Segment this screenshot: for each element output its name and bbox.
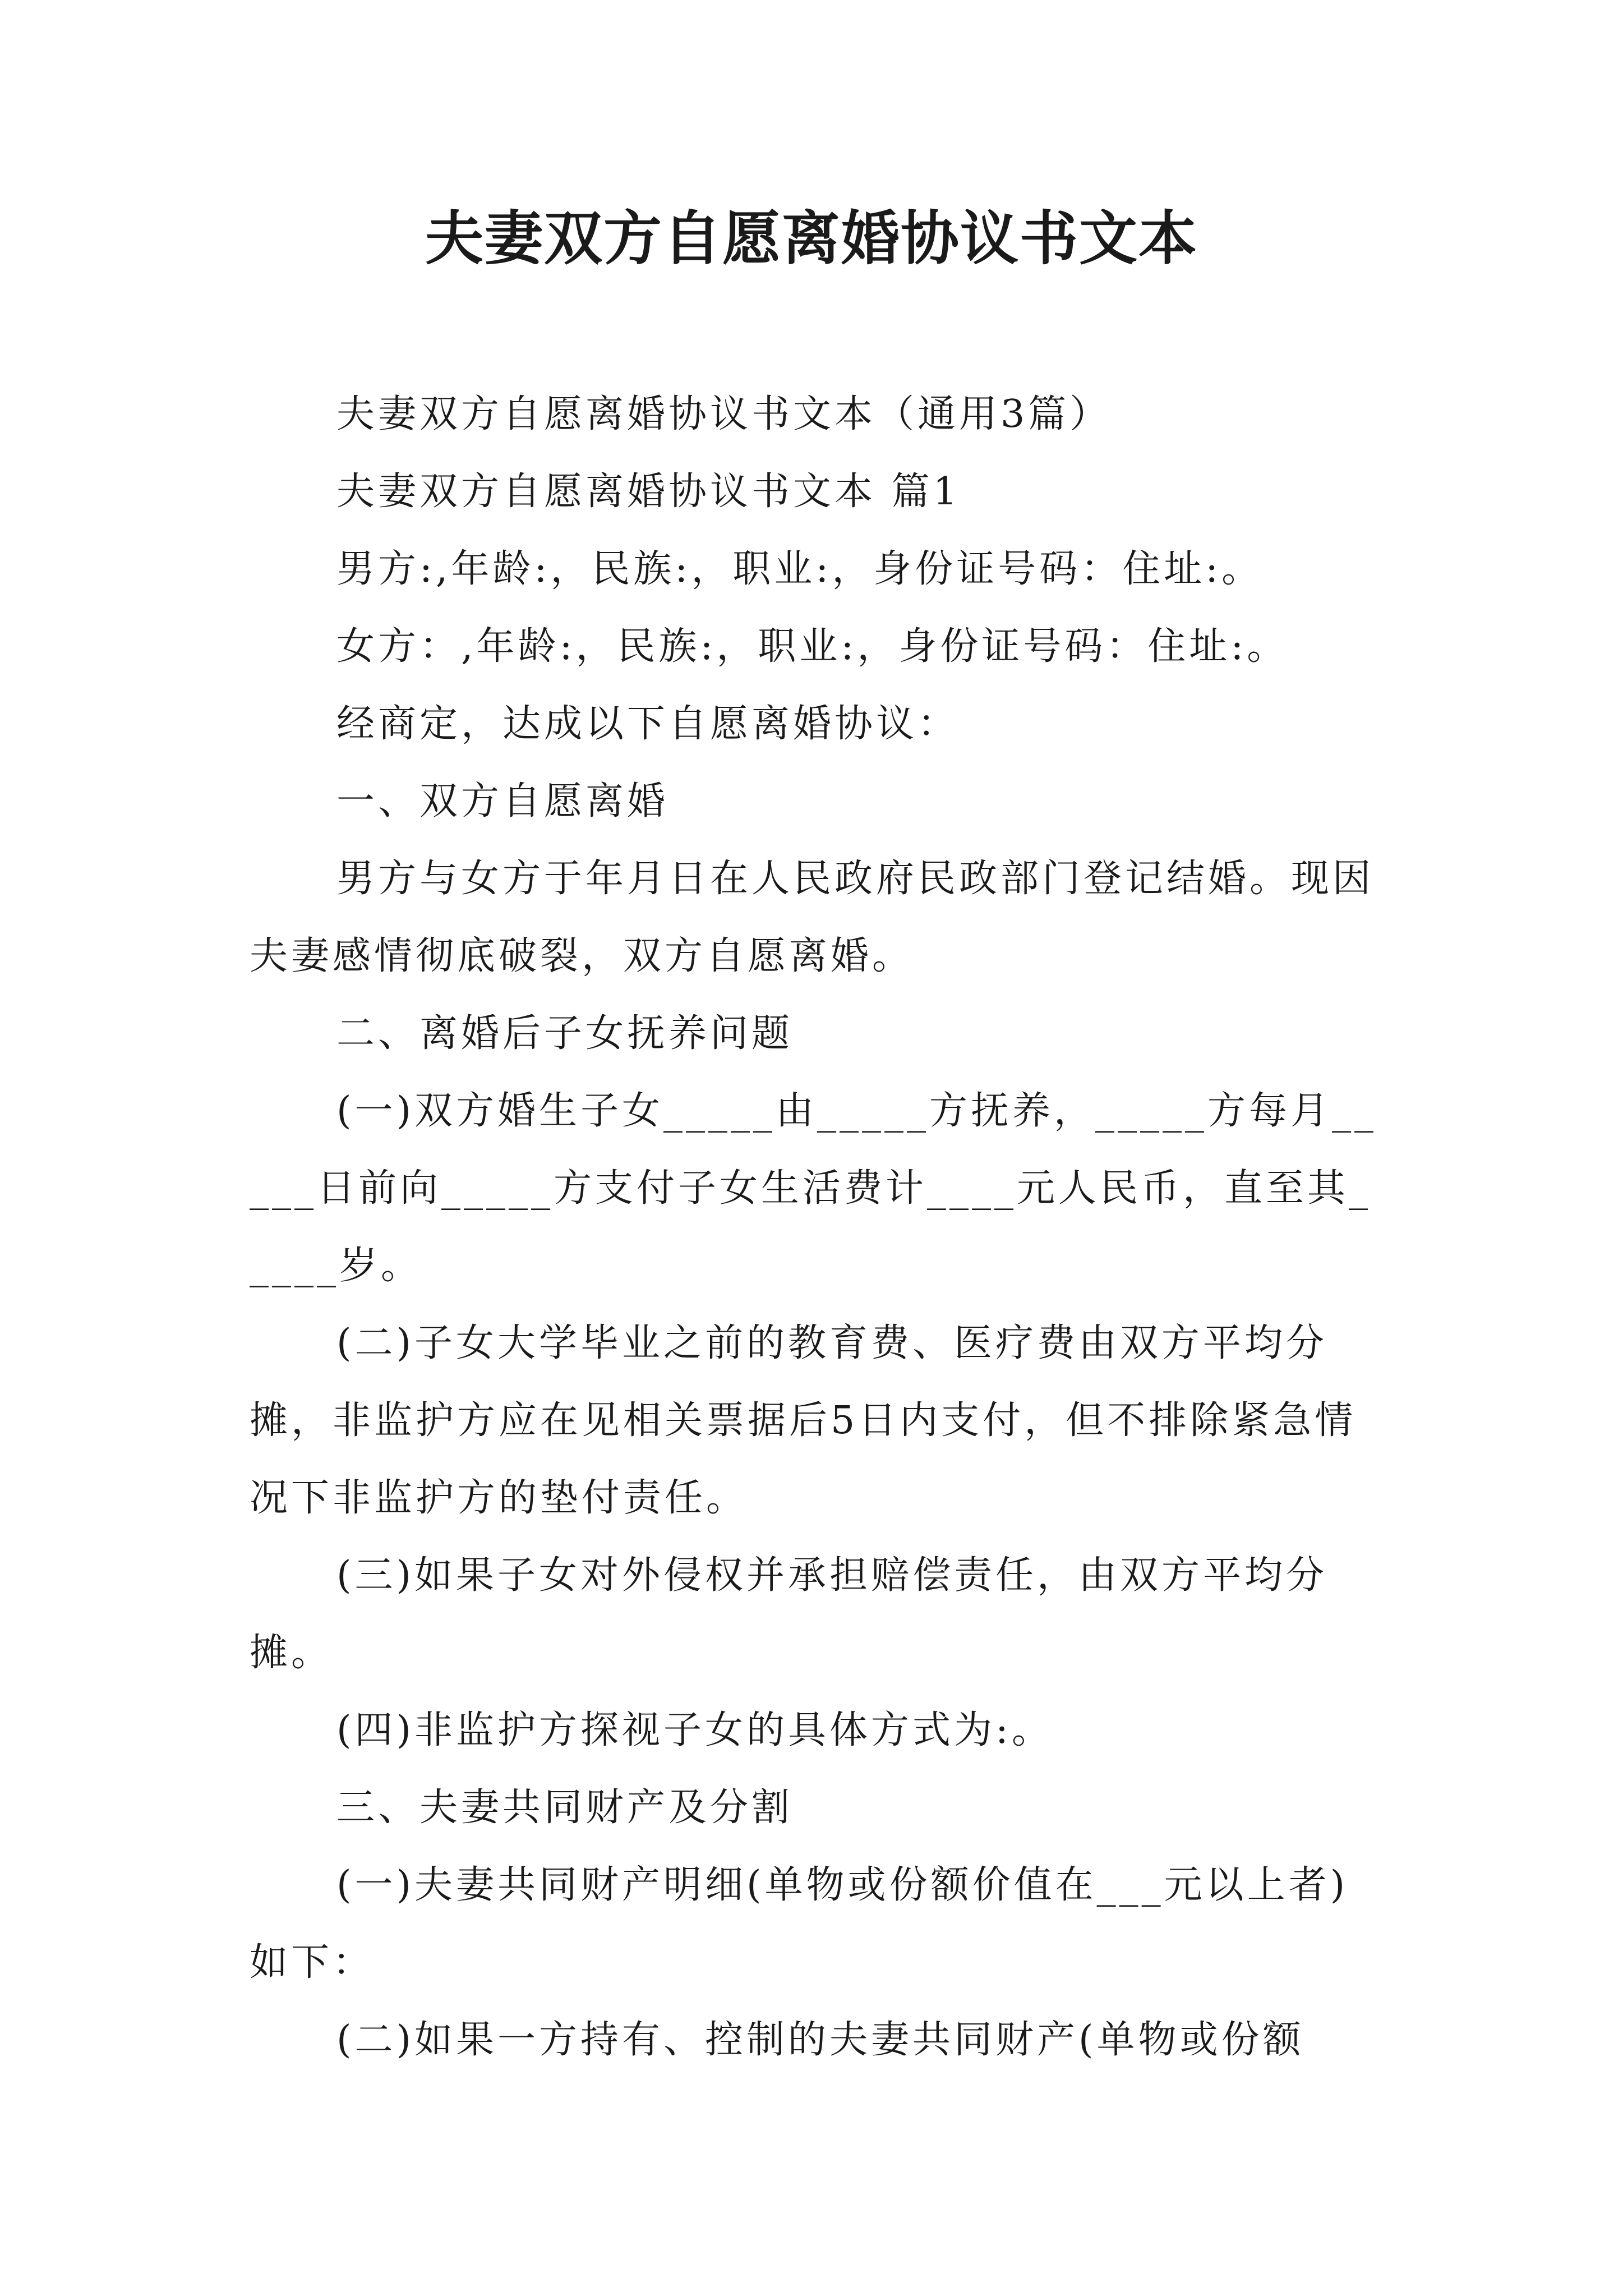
- paragraph-marriage-registration: 男方与女方于年月日在人民政府民政部门登记结婚。现因夫妻感情彻底破裂，双方自愿离婚。: [250, 857, 1375, 978]
- paragraph-joint-property-list: (一)夫妻共同财产明细(单物或份额价值在___元以上者)如下：: [250, 1863, 1349, 1985]
- paragraph-child-custody: (一)双方婚生子女_____由_____方抚养，_____方每月_____日前向_____方支付子女生活费计____元人民币，直至其_____岁。: [250, 1089, 1377, 1288]
- section-heading-1: 一、双方自愿离婚: [336, 779, 669, 823]
- paragraph-subtitle: 夫妻双方自愿离婚协议书文本（通用3篇）: [336, 392, 1112, 436]
- paragraph-female-party-info: 女方：,年龄:，民族:，职业:，身份证号码：住址:。: [336, 624, 1289, 669]
- document-title: 夫妻双方自愿离婚协议书文本: [425, 204, 1198, 273]
- section-heading-3: 三、夫妻共同财产及分割: [336, 1786, 794, 1830]
- paragraph-child-liability: (三)如果子女对外侵权并承担赔偿责任，由双方平均分摊。: [250, 1553, 1328, 1675]
- paragraph-agreement-intro: 经商定，达成以下自愿离婚协议：: [336, 702, 960, 746]
- paragraph-visitation: (四)非监护方探视子女的具体方式为:。: [336, 1708, 1053, 1752]
- paragraph-joint-property-control: (二)如果一方持有、控制的夫妻共同财产(单物或份额: [336, 2018, 1304, 2062]
- paragraph-chapter-heading: 夫妻双方自愿离婚协议书文本 篇1: [336, 470, 961, 514]
- paragraph-male-party-info: 男方:,年龄:，民族:，职业:，身份证号码：住址:。: [336, 547, 1264, 591]
- document-body: [250, 376, 1387, 2079]
- section-heading-2: 二、离婚后子女抚养问题: [336, 1011, 794, 1056]
- paragraph-education-medical-costs: (二)子女大学毕业之前的教育费、医疗费由双方平均分摊，非监护方应在见相关票据后5日内支付，但不排除紧急情况下非监护方的垫付责任。: [250, 1321, 1357, 1520]
